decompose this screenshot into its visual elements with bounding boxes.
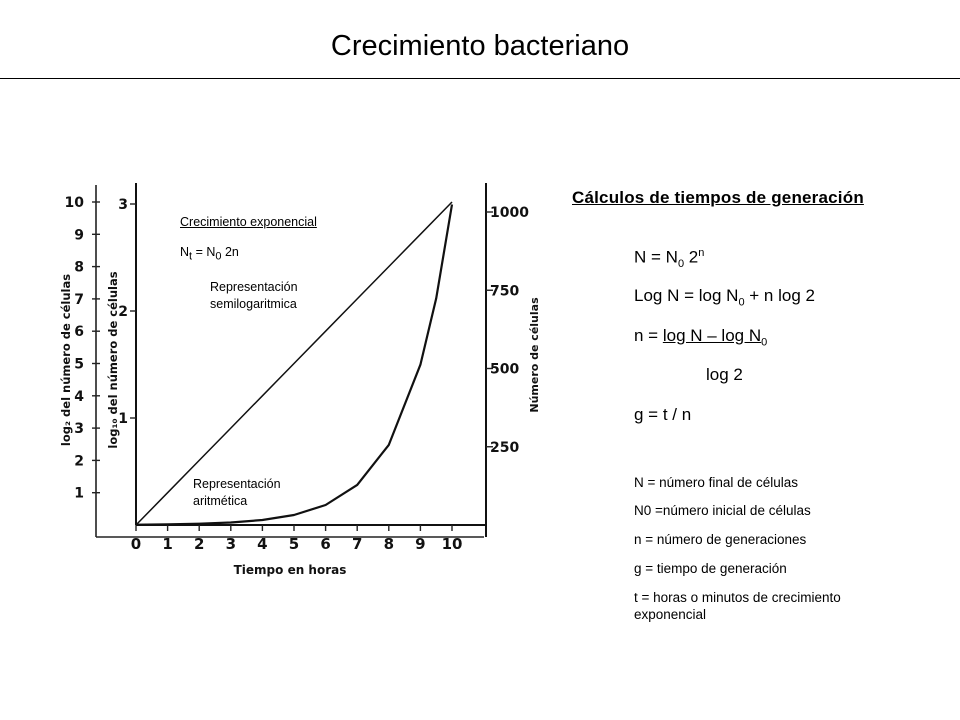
log2-axis-title: log₂ del número de células	[59, 273, 73, 447]
x-tick-label: 8	[383, 535, 395, 553]
cells-tick-label: 500	[490, 361, 520, 378]
log2-tick-label: 5	[74, 356, 84, 373]
x-tick-label: 1	[162, 535, 173, 553]
definition-item: g = tiempo de generación	[634, 561, 787, 576]
x-tick-label: 0	[130, 535, 142, 553]
x-tick-label: 10	[441, 535, 463, 553]
definition-item: N0 =número inicial de células	[634, 503, 811, 518]
x-tick-label: 7	[351, 535, 363, 553]
log10-axis-title: log₁₀ del número de células	[106, 271, 120, 449]
exponential-growth-label: Crecimiento exponencial	[180, 215, 317, 229]
definition-item: n = número de generaciones	[634, 532, 807, 547]
log2-tick-label: 9	[74, 227, 84, 244]
equation-log: Log $N = \log N_0 + n$ log 2	[634, 286, 815, 309]
cells-axis-title: Número de células	[528, 297, 541, 413]
log2-tick-label: 8	[74, 259, 84, 276]
log2-tick-label: 6	[74, 324, 84, 341]
log2-tick-label: 2	[74, 453, 84, 470]
x-tick-label: 3	[225, 535, 237, 553]
cells-tick-label: 250	[490, 439, 520, 456]
x-tick-label: 6	[320, 535, 331, 553]
x-tick-label: 5	[288, 535, 300, 553]
calculations-heading: Cálculos de tiempos de generación	[572, 188, 864, 207]
log10-tick-label: 1	[118, 411, 128, 427]
log10-tick-label: 2	[118, 304, 128, 320]
equation-growth: $N = N_0$ 2$^n$	[634, 247, 705, 271]
equation-generation-time: g = t / n	[634, 405, 692, 424]
slide-title: Crecimiento bacteriano	[330, 30, 630, 62]
definition-item: t = horas o minutos de crecimiento exponencial	[634, 590, 841, 622]
equation-generations: $n = \log N - \log N_0$	[634, 326, 768, 349]
growth-formula: $N_t = N_0$ 2n	[180, 245, 239, 263]
semilog-series-label: Representación semilogaritmica	[210, 280, 298, 311]
cells-tick-label: 750	[490, 283, 520, 300]
equation-denominator: log 2	[706, 365, 743, 384]
x-axis-title: Tiempo en horas	[233, 563, 347, 577]
log2-tick-label: 10	[64, 195, 84, 211]
x-tick-label: 4	[257, 535, 268, 553]
arithmetic-series-label: Representación aritmética	[193, 477, 281, 508]
log10-tick-label: 3	[118, 197, 128, 213]
cells-tick-label: 1000	[490, 205, 529, 221]
log2-tick-label: 7	[74, 291, 84, 308]
x-tick-label: 2	[193, 535, 205, 553]
x-tick-label: 9	[415, 535, 426, 553]
log2-tick-label: 4	[74, 388, 84, 405]
log2-tick-label: 3	[74, 421, 84, 438]
log2-tick-label: 1	[74, 485, 84, 502]
definition-item: N = número final de células	[634, 475, 798, 490]
